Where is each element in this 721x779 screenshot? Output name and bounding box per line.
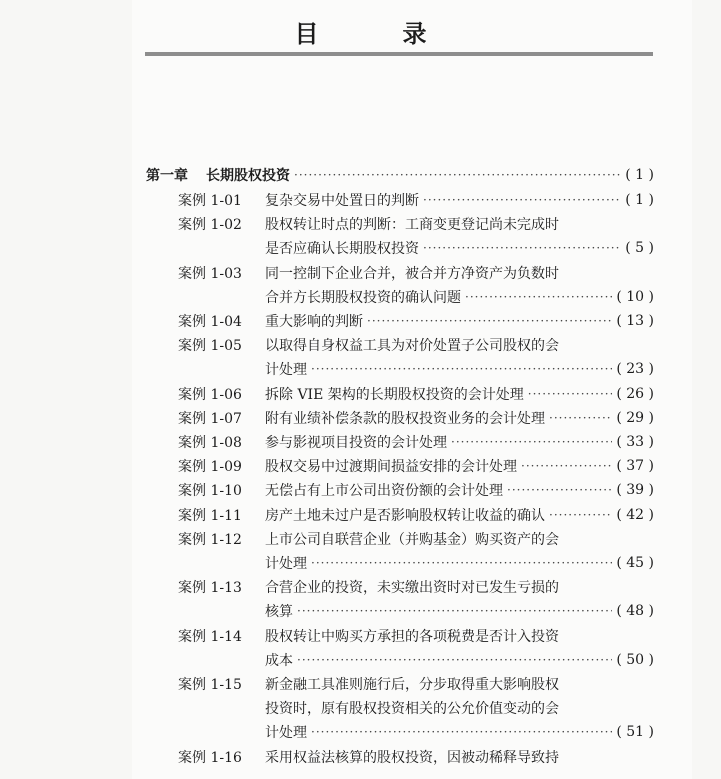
toc-entry-line[interactable] (178, 189, 654, 211)
toc-entry-line[interactable] (178, 746, 654, 768)
page-number: ( 51 ) (616, 724, 654, 741)
toc-entry-line[interactable] (178, 383, 654, 405)
toc-entry-line[interactable] (178, 600, 654, 622)
leader-dots (297, 604, 612, 618)
toc-title: 目 录 (294, 19, 457, 48)
chapter-title: 长期股权投资 (206, 168, 290, 184)
toc-entry-line[interactable] (178, 649, 654, 671)
toc-entry-line[interactable] (178, 286, 654, 308)
case-label: 案例 1-02 (178, 217, 242, 234)
case-label: 案例 1-14 (178, 628, 242, 645)
case-title: 计处理 (265, 556, 307, 572)
toc-entry-line[interactable] (178, 504, 654, 526)
leader-dots (311, 725, 612, 739)
case-title: 附有业绩补偿条款的股权投资业务的会计处理 (265, 410, 545, 427)
case-label: 案例 1-13 (178, 580, 242, 597)
case-label: 案例 1-03 (178, 265, 242, 282)
leader-dots (549, 508, 612, 522)
toc-entry-line[interactable] (178, 576, 654, 598)
toc-entry-line[interactable] (178, 407, 654, 429)
page-number: ( 1 ) (625, 167, 654, 183)
case-title: 股权转让时点的判断：工商变更登记尚未完成时 (265, 217, 559, 234)
case-title: 房产土地未过户是否影响股权转让收益的确认 (265, 507, 545, 524)
case-title: 参与影视项目投资的会计处理 (265, 435, 447, 451)
page-number: ( 29 ) (616, 409, 654, 426)
toc-entry-line[interactable] (178, 358, 654, 380)
case-title: 复杂交易中处置日的判断 (265, 193, 419, 209)
case-label: 案例 1-08 (178, 435, 242, 451)
case-title: 股权转让中购买方承担的各项税费是否计入投资 (265, 628, 559, 645)
case-label: 案例 1-06 (178, 386, 242, 403)
page-number: ( 45 ) (616, 555, 654, 571)
page-number: ( 33 ) (616, 434, 654, 450)
case-title: 核算 (265, 604, 293, 621)
page-number: ( 42 ) (616, 506, 654, 523)
leader-dots (549, 411, 612, 425)
case-title: 合营企业的投资，未实缴出资时对已发生亏损的 (265, 580, 559, 597)
case-label: 案例 1-07 (178, 410, 242, 427)
case-label: 案例 1-05 (178, 338, 242, 355)
toc-entry-line[interactable] (178, 721, 654, 743)
case-title: 无偿占有上市公司出资份额的会计处理 (265, 483, 503, 500)
leader-dots (465, 290, 612, 304)
page-number: ( 50 ) (616, 651, 654, 668)
case-label: 案例 1-10 (178, 483, 242, 500)
case-title: 拆除 VIE 架构的长期股权投资的会计处理 (265, 386, 524, 403)
case-title: 同一控制下企业合并，被合并方净资产为负数时 (265, 265, 559, 282)
case-label: 案例 1-12 (178, 531, 242, 548)
toc-entry-line[interactable] (178, 552, 654, 574)
page-number: ( 37 ) (616, 458, 654, 475)
leader-dots (294, 168, 621, 182)
case-title: 计处理 (265, 362, 307, 379)
toc-entry-line[interactable] (178, 262, 654, 284)
leader-dots (367, 314, 612, 328)
leader-dots (451, 435, 612, 449)
page-number: ( 10 ) (616, 288, 654, 305)
case-label: 案例 1-15 (178, 677, 242, 693)
page-number: ( 1 ) (625, 192, 654, 208)
case-title: 成本 (265, 652, 293, 669)
leader-dots (311, 556, 612, 570)
page-number: ( 23 ) (616, 361, 654, 378)
case-title: 合并方长期股权投资的确认问题 (265, 289, 461, 306)
chapter-entry[interactable] (146, 164, 654, 186)
case-title: 重大影响的判断 (265, 314, 363, 330)
leader-dots (297, 653, 612, 667)
page-number: ( 48 ) (616, 603, 654, 620)
case-label: 案例 1-09 (178, 459, 242, 476)
case-label: 案例 1-01 (178, 193, 242, 209)
leader-dots (311, 362, 612, 376)
page-number: ( 39 ) (616, 482, 654, 499)
case-title: 是否应确认长期股权投资 (265, 241, 419, 258)
case-title: 股权交易中过渡期间损益安排的会计处理 (265, 459, 517, 476)
toc-entry-line[interactable] (178, 673, 654, 695)
leader-dots (423, 241, 621, 255)
case-label: 案例 1-11 (178, 507, 242, 524)
toc-entry-line[interactable] (178, 455, 654, 477)
toc-entry-line[interactable] (178, 697, 654, 719)
leader-dots (528, 387, 613, 401)
toc-entry-line[interactable] (178, 334, 654, 356)
case-title: 投资时，原有股权投资相关的公允价值变动的会 (265, 701, 559, 718)
toc-entry-line[interactable] (178, 431, 654, 453)
case-title: 新金融工具准则施行后，分步取得重大影响股权 (265, 677, 559, 693)
case-title: 计处理 (265, 725, 307, 742)
page-number: ( 26 ) (616, 385, 654, 402)
leader-dots (521, 459, 612, 473)
case-title: 上市公司自联营企业（并购基金）购买资产的会 (265, 531, 559, 548)
leader-dots (507, 483, 612, 497)
case-title: 采用权益法核算的股权投资，因被动稀释导致持 (265, 749, 559, 766)
toc-entry-line[interactable] (178, 237, 654, 259)
case-label: 案例 1-16 (178, 749, 242, 766)
case-label: 案例 1-04 (178, 314, 242, 330)
toc-entry-line[interactable] (178, 528, 654, 550)
toc-entry-line[interactable] (178, 310, 654, 332)
case-title: 以取得自身权益工具为对价处置子公司股权的会 (265, 338, 559, 355)
toc-entry-line[interactable] (178, 213, 654, 235)
chapter-label: 第一章 (146, 168, 188, 184)
leader-dots (423, 193, 621, 207)
page-number: ( 13 ) (616, 313, 654, 329)
toc-entry-line[interactable] (178, 479, 654, 501)
page-number: ( 5 ) (625, 240, 654, 257)
toc-entry-line[interactable] (178, 625, 654, 647)
